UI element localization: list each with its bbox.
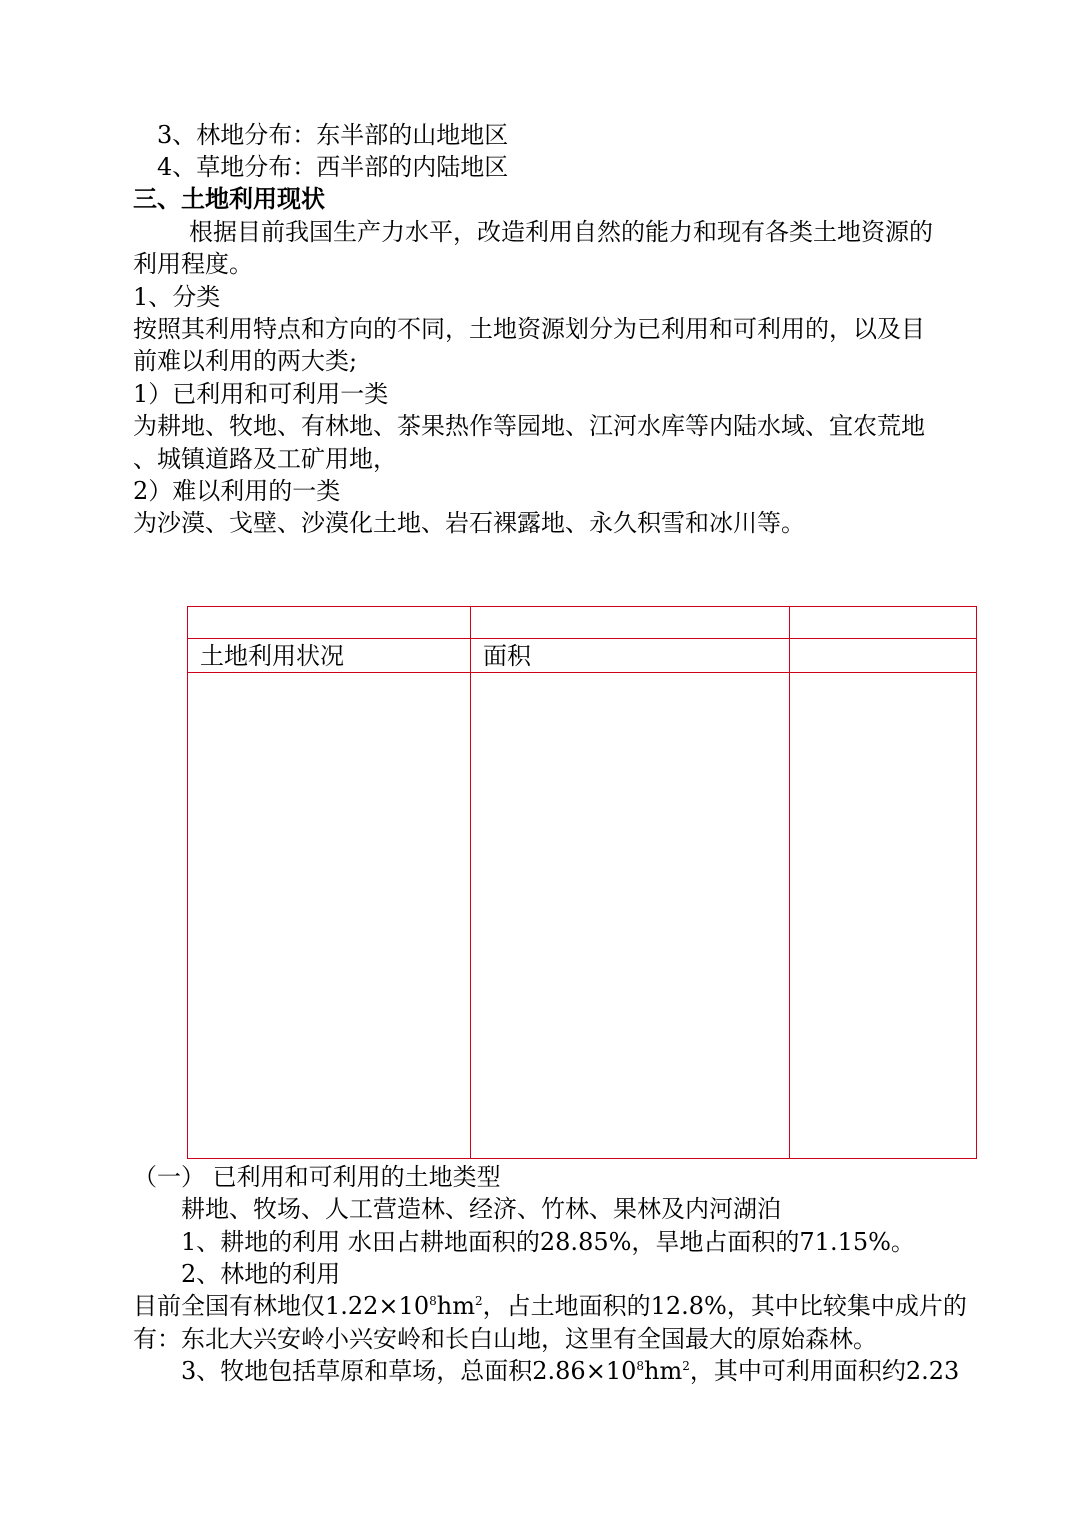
paragraph-classification-line1: 按照其利用特点和方向的不同，土地资源划分为已利用和可利用的，以及目 [133, 315, 925, 343]
table-row-blank [188, 607, 977, 639]
paragraph-land-types: 耕地、牧场、人工营造林、经济、竹林、果林及内河湖泊 [181, 1195, 781, 1223]
subheading-forest-use: 2、林地的利用 [181, 1260, 341, 1288]
table-cell [790, 673, 977, 1159]
list-item-grassland-distribution: 4、草地分布：西半部的内陆地区 [157, 153, 509, 181]
subheading-classification: 1、分类 [133, 283, 221, 311]
text-run: hm [436, 1292, 475, 1320]
table-cell [790, 607, 977, 639]
paragraph-forest-line1 [133, 1290, 967, 1322]
table-row-body [188, 673, 977, 1159]
table-cell [471, 607, 790, 639]
superscript: 8 [429, 1294, 437, 1308]
table-cell [188, 607, 471, 639]
paragraph-farmland-use: 1、耕地的利用 水田占耕地面积的28.85%，旱地占面积的71.15%。 [181, 1228, 915, 1256]
text-run: ，占土地面积的12.8%，其中比较集中成片的 [482, 1292, 967, 1320]
paragraph-pasture [181, 1355, 959, 1387]
paragraph-intro-line2: 利用程度。 [133, 250, 253, 278]
text-run: 3、牧地包括草原和草场，总面积2.86×10 [181, 1357, 637, 1385]
table-cell [188, 673, 471, 1159]
subheading-usable-land: 1）已利用和可利用一类 [133, 380, 389, 408]
superscript: 2 [474, 1294, 483, 1308]
text-run: hm [644, 1357, 683, 1385]
paragraph-usable-line2: 、城镇道路及工矿用地， [133, 445, 397, 473]
text-run: 目前全国有林地仅1.22×10 [133, 1292, 430, 1320]
table-header-area: 面积 [471, 639, 790, 673]
table-header-land-use: 土地利用状况 [188, 639, 471, 673]
table-cell [471, 673, 790, 1159]
paragraph-unusable: 为沙漠、戈壁、沙漠化土地、岩石裸露地、永久积雪和冰川等。 [133, 509, 805, 537]
list-item-forest-distribution: 3、林地分布：东半部的山地地区 [157, 121, 509, 149]
subheading-usable-types: （一） 已利用和可利用的土地类型 [133, 1163, 501, 1191]
paragraph-classification-line2: 前难以利用的两大类; [133, 347, 358, 375]
paragraph-forest-line2: 有：东北大兴安岭小兴安岭和长白山地，这里有全国最大的原始森林。 [133, 1325, 877, 1353]
superscript: 2 [682, 1359, 690, 1373]
paragraph-intro-line1: 根据目前我国生产力水平，改造利用自然的能力和现有各类土地资源的 [189, 218, 933, 246]
paragraph-usable-line1: 为耕地、牧地、有林地、茶果热作等园地、江河水库等内陆水域、宜农荒地 [133, 412, 925, 440]
section-heading: 三、土地利用现状 [133, 184, 325, 213]
superscript: 8 [636, 1359, 644, 1373]
table-cell [790, 639, 977, 673]
subheading-unusable-land: 2）难以利用的一类 [133, 477, 341, 505]
text-run: ，其中可利用面积约2.23 [689, 1357, 960, 1385]
land-use-table [187, 606, 977, 1159]
table-header-row [188, 639, 977, 673]
